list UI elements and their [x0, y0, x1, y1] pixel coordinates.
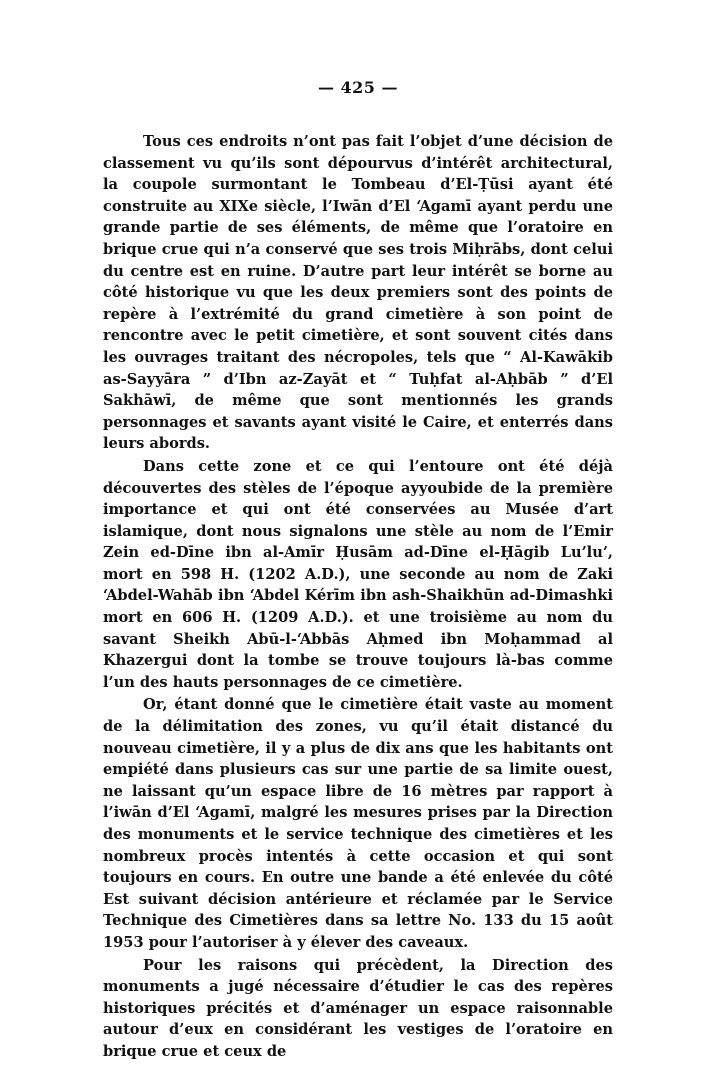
page-number: — 425 — [317, 78, 399, 97]
paragraph-4: Pour les raisons qui précèdent, la Direction des monuments a jugé nécessaire d’étudier le cas des repères historiques précités et d’aménager un espace raisonnable autour d’eux en considérant les vestiges de l’oratoire en brique crue et ceux de [103, 956, 613, 1060]
document-page [103, 78, 613, 1063]
paragraph-1: Tous ces endroits n’ont pas fait l’objet d’une décision de classement vu qu’ils sont dépourvus d’intérêt architectural, la coupole surmontant le Tombeau d’El-Ṭūsi ayant été construite au XIXe siècle, l’Iwān d’El ‘Agamī ayant perdu une grande partie de ses éléments, de même que l’oratoire en brique crue qui n’a conservé que ses trois Miḥrābs, dont celui du centre est en ruine. D’autre part leur intérêt se borne au côté historique vu que les deux premiers sont des points de repère à l’extrémité du grand cimetière à son point de rencontre avec le petit cimetière, et sont souvent cités dans les ouvrages traitant des nécropoles, tels que “ Al-Kawākib as-Sayyāra ” d’Ibn az-Zayāt et “ Tuḥfat al-Aḥbāb ” d’El Sakhāwī, de même que sont mentionnés les grands personnages et savants ayant visité le Caire, et enterrés dans leurs abords. [103, 133, 613, 453]
paragraph-2: Dans cette zone et ce qui l’entoure ont été déjà découvertes des stèles de l’époque ayyoubide de la première importance et qui ont été conservées au Musée d’art islamique, dont nous signalons une stèle au nom de l’Emir Zein ed-Dīne ibn al-Amīr Ḥusām ad-Dīne el-Ḥāgib Lu’lu’, mort en 598 H. (1202 A.D.), une seconde au nom de Zaki ‘Abdel-Wahāb ibn ‘Abdel Kérīm ibn ash-Shaikhūn ad-Dimashki mort en 606 H. (1209 A.D.). et une troisième au nom du savant Sheikh Abū-l-‘Abbās Aḥmed ibn Moḥammad al Khazergui dont la tombe se trouve toujours là-bas comme l’un des hauts personnages de ce cimetière. [103, 457, 613, 691]
paragraph-3: Or, étant donné que le cimetière était vaste au moment de la délimitation des zones, vu qu’il était distancé du nouveau cimetière, il y a plus de dix ans que les habitants ont empiété dans plusieurs cas sur une partie de sa limite ouest, ne laissant qu’un espace libre de 16 mètres par rapport à l’iwān d’El ‘Agamī, malgré les mesures prises par la Direction des monuments et le service technique des cimetières et les nombreux procès intentés à cette occasion et qui sont toujours en cours. En outre une bande a été enlevée du côté Est suivant décision antérieure et réclamée par le Service Technique des Cimetières dans sa lettre No. 133 du 15 août 1953 pour l’autoriser à y élever des caveaux. [103, 696, 613, 951]
